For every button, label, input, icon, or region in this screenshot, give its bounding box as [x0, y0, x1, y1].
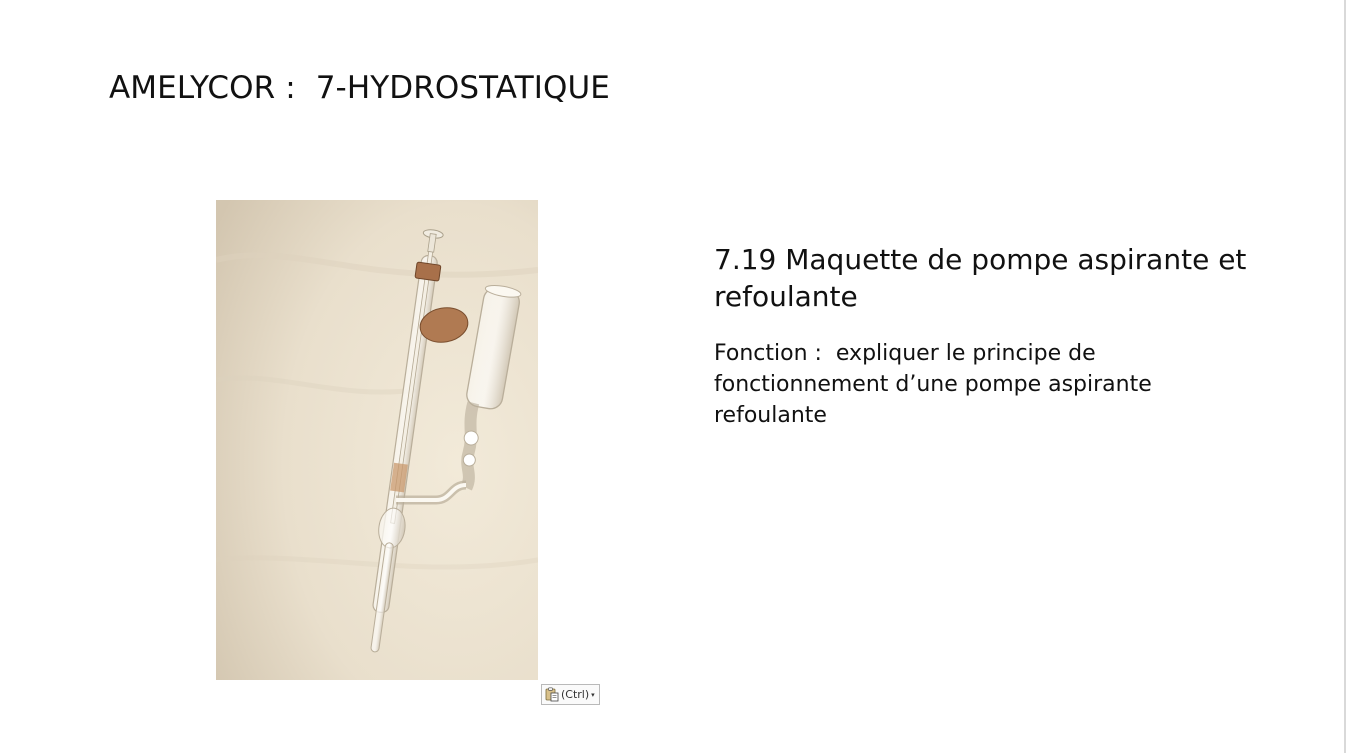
exhibit-heading[interactable]: 7.19 Maquette de pompe aspirante et refoulante	[714, 243, 1247, 313]
paste-options-button[interactable]	[541, 684, 600, 705]
paste-options-label: (Ctrl)	[561, 688, 590, 701]
chevron-down-icon: ▾	[591, 690, 595, 699]
clipboard-paste-icon	[545, 687, 559, 702]
exhibit-description[interactable]: Fonction : expliquer le principe de fonctionnement d’une pompe aspirante refoulante	[714, 341, 1152, 428]
slide-title[interactable]: AMELYCOR : 7-HYDROSTATIQUE	[109, 70, 610, 106]
pump-model-photo[interactable]	[216, 200, 538, 680]
glass-pump-photo	[216, 200, 538, 680]
